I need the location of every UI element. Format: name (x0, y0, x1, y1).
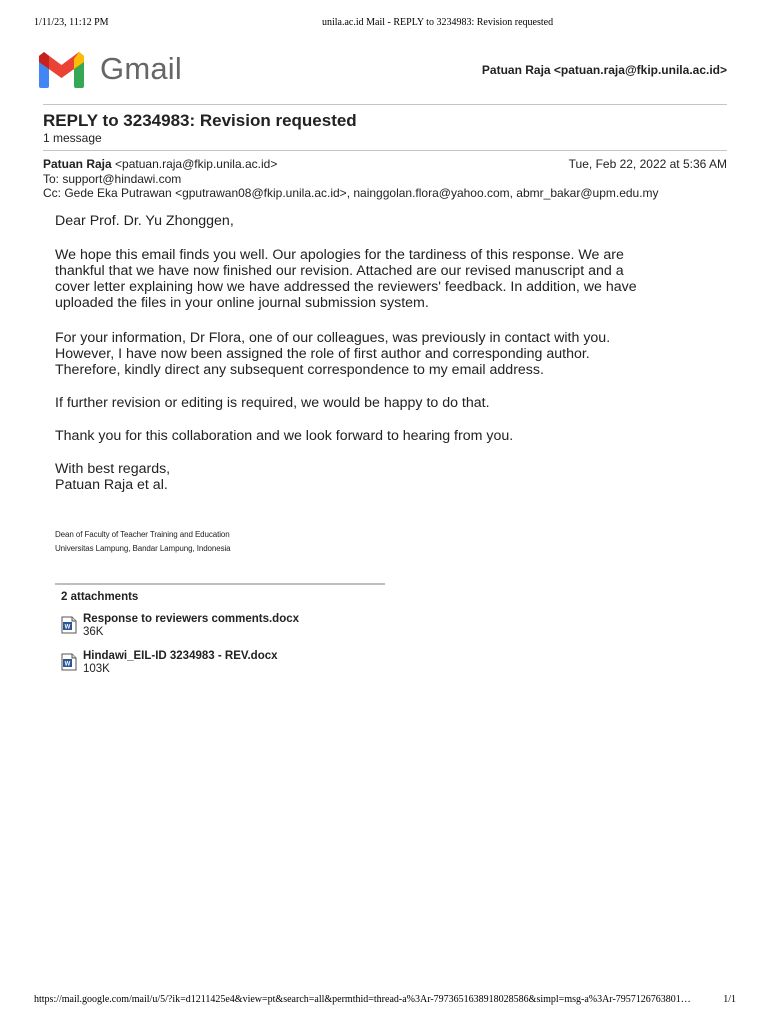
attachments-divider (55, 583, 385, 585)
svg-text:W: W (64, 661, 71, 668)
attachment-size: 36K (83, 626, 104, 638)
subject-divider (43, 150, 727, 151)
attachment-size: 103K (83, 663, 110, 675)
word-document-icon (61, 616, 77, 634)
signature-line: Dean of Faculty of Teacher Training and Education (55, 530, 230, 539)
message-paragraph: Thank you for this collaboration and we look forward to hearing from you. (55, 428, 514, 444)
message-paragraph: If further revision or editing is required, we would be happy to do that. (55, 395, 490, 411)
svg-text:W: W (64, 624, 71, 631)
thread-subject: REPLY to 3234983: Revision requested (43, 111, 357, 130)
sender-line (43, 157, 727, 171)
print-footer (34, 994, 736, 1008)
to-line: To: support@hindawi.com (43, 172, 182, 186)
attachments-title: 2 attachments (61, 591, 139, 603)
message-greeting: Dear Prof. Dr. Yu Zhonggen, (55, 213, 234, 229)
print-page-number: 1/1 (723, 994, 736, 1005)
print-page-title: unila.ac.id Mail - REPLY to 3234983: Revision requested (322, 17, 554, 28)
message-paragraph: We hope this email finds you well. Our apologies for the tardiness of this response. We are thankful that we have now finished our revision. Attached are our revised manuscript and a cover letter explaining how we have addressed the reviewers' feedback. In addition, we have uploaded the files in your online journal submission system. (55, 247, 637, 311)
message-closing: With best regards, Patuan Raja et al. (55, 461, 171, 493)
print-url[interactable]: https://mail.google.com/mail/u/5/?ik=d1211425e4&view=pt&search=all&permthid=thread-a%3Ar-7973651638918028586&simpl=msg-a%3Ar-7957126763801… (34, 994, 691, 1005)
print-header (34, 17, 736, 31)
sender-name: Patuan Raja (43, 157, 112, 171)
gmail-wordmark: Gmail (100, 51, 182, 86)
account-label: Patuan Raja <patuan.raja@fkip.unila.ac.id> (481, 63, 727, 77)
gmail-logo (39, 49, 182, 89)
message-count: 1 message (43, 131, 102, 145)
print-datetime: 1/11/23, 11:12 PM (34, 17, 109, 28)
attachment-item[interactable] (61, 650, 278, 676)
message-paragraph: For your information, Dr Flora, one of our colleagues, was previously in contact with you. However, I have now been assigned the role of first author and corresponding author. Therefore, kindly direct any subsequent correspondence to my email address. (55, 330, 611, 378)
gmail-envelope-icon (39, 50, 84, 88)
attachment-name[interactable]: Response to reviewers comments.docx (83, 613, 300, 625)
attachment-item[interactable] (61, 613, 299, 639)
signature-line: Universitas Lampung, Bandar Lampung, Indonesia (55, 544, 231, 553)
attachment-name[interactable]: Hindawi_EIL-ID 3234983 - REV.docx (83, 650, 278, 662)
header-divider (43, 104, 727, 105)
message-date: Tue, Feb 22, 2022 at 5:36 AM (568, 157, 727, 171)
cc-line: Cc: Gede Eka Putrawan <gputrawan08@fkip.unila.ac.id>, nainggolan.flora@yahoo.com, abmr_bakar@upm.edu.my (43, 186, 659, 200)
sender-email: <patuan.raja@fkip.unila.ac.id> (115, 157, 278, 171)
word-document-icon (61, 653, 77, 671)
